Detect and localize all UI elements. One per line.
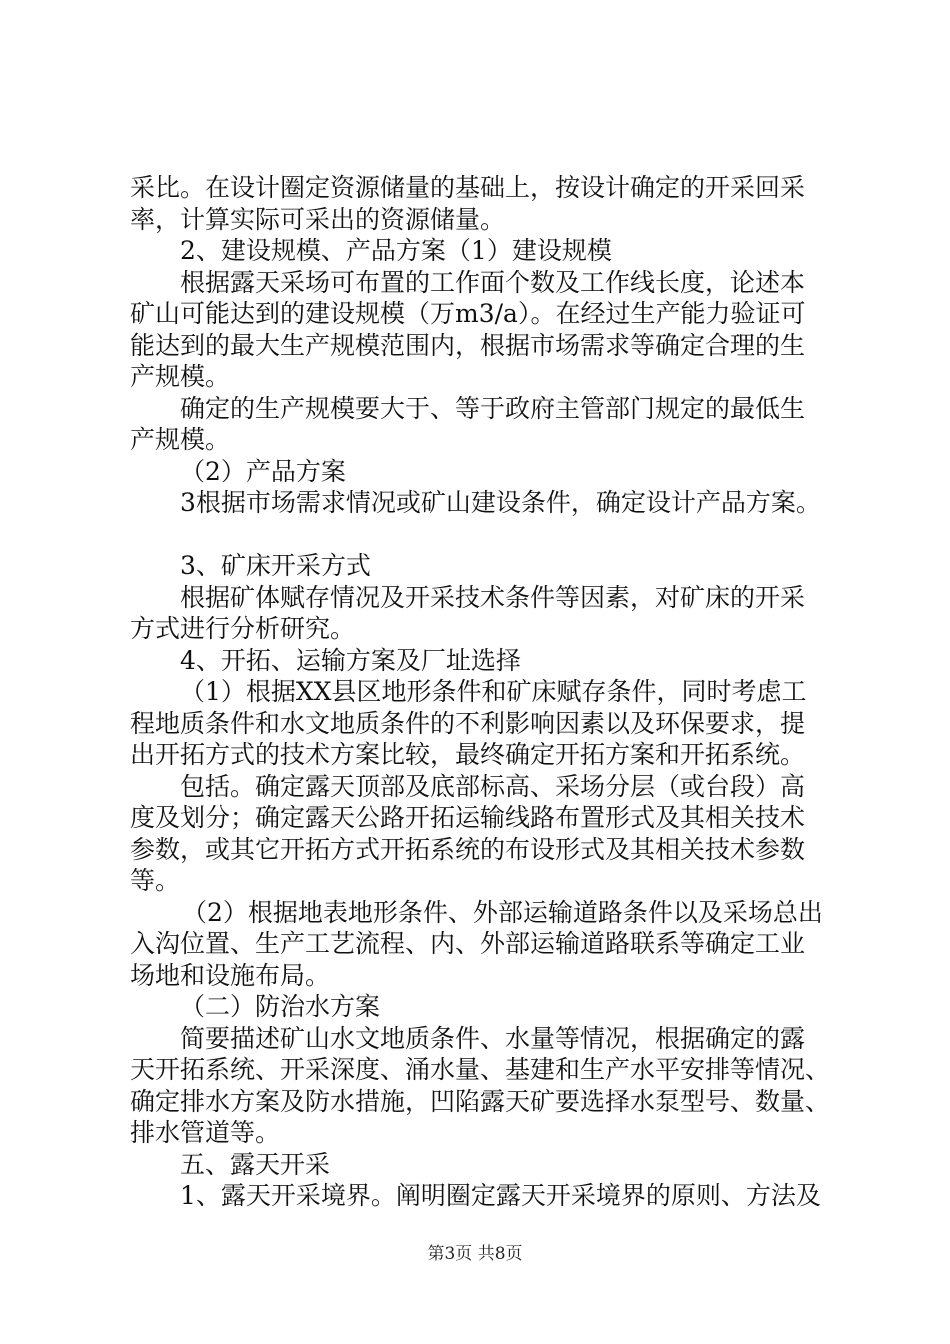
text-line: 根据矿体赋存情况及开采技术条件等因素，对矿床的开采 — [180, 582, 806, 612]
text-line: 入沟位置、生产工艺流程、内、外部运输道路联系等确定工业 — [130, 929, 806, 958]
text-line: （1）根据XX县区地形条件和矿床赋存条件，同时考虑工 — [180, 677, 807, 706]
text-line: 方式进行分析研究。 — [130, 614, 356, 643]
text-line: 天开拓系统、开采深度、涌水量、基建和生产水平安排等情况、 — [130, 1055, 831, 1084]
text-line: 确定的生产规模要大于、等于政府主管部门规定的最低生 — [180, 393, 806, 423]
text-line: （2）根据地表地形条件、外部运输道路条件以及采场总出 — [182, 897, 823, 927]
text-line: 产规模。 — [130, 362, 231, 391]
section-heading: 五、露天开采 — [180, 1149, 331, 1179]
text-line: 3根据市场需求情况或矿山建设条件，确定设计产品方案。 — [180, 488, 821, 517]
text-line: 率，计算实际可采出的资源储量。 — [130, 204, 506, 234]
section-heading: 4、开拓、运输方案及厂址选择 — [180, 645, 521, 675]
text-line: 参数，或其它开拓方式开拓系统的布设形式及其相关技术参数 — [130, 834, 806, 864]
document-body — [130, 172, 840, 1212]
text-line: 包括。确定露天顶部及底部标高、采场分层（或台段）高 — [180, 771, 806, 801]
text-line: 根据露天采场可布置的工作面个数及工作线长度，论述本 — [180, 267, 806, 297]
text-line: 排水管道等。 — [130, 1118, 281, 1147]
blank-line — [130, 519, 840, 551]
text-line: 确定排水方案及防水措施，凹陷露天矿要选择水泵型号、数量、 — [130, 1086, 831, 1116]
text-line: 能达到的最大生产规模范围内，根据市场需求等确定合理的生 — [130, 330, 806, 360]
text-line: 1、露天开采境界。阐明圈定露天开采境界的原则、方法及 — [180, 1181, 821, 1210]
page-number-footer: 第3页 共8页 — [427, 1244, 523, 1264]
sub-heading: （2）产品方案 — [180, 456, 346, 486]
text-line: 程地质条件和水文地质条件的不利影响因素以及环保要求，提 — [130, 708, 806, 738]
text-line: 度及划分；确定露天公路开拓运输线路布置形式及其相关技术 — [130, 803, 806, 832]
text-line: 等。 — [130, 866, 181, 895]
section-heading: 3、矿床开采方式 — [180, 551, 371, 580]
text-line: 矿山可能达到的建设规模（万m3/a）。在经过生产能力验证可 — [130, 299, 806, 328]
section-heading: 2、建设规模、产品方案（1）建设规模 — [180, 236, 612, 265]
text-line: 场地和设施布局。 — [130, 960, 331, 990]
text-line: 产规模。 — [130, 425, 231, 454]
text-line: 简要描述矿山水文地质条件、水量等情况，根据确定的露 — [180, 1023, 806, 1053]
sub-heading: （二）防治水方案 — [180, 992, 381, 1021]
text-line: 采比。在设计圈定资源储量的基础上，按设计确定的开采回采 — [130, 173, 806, 202]
text-line: 出开拓方式的技术方案比较，最终确定开拓方案和开拓系统。 — [130, 740, 806, 769]
